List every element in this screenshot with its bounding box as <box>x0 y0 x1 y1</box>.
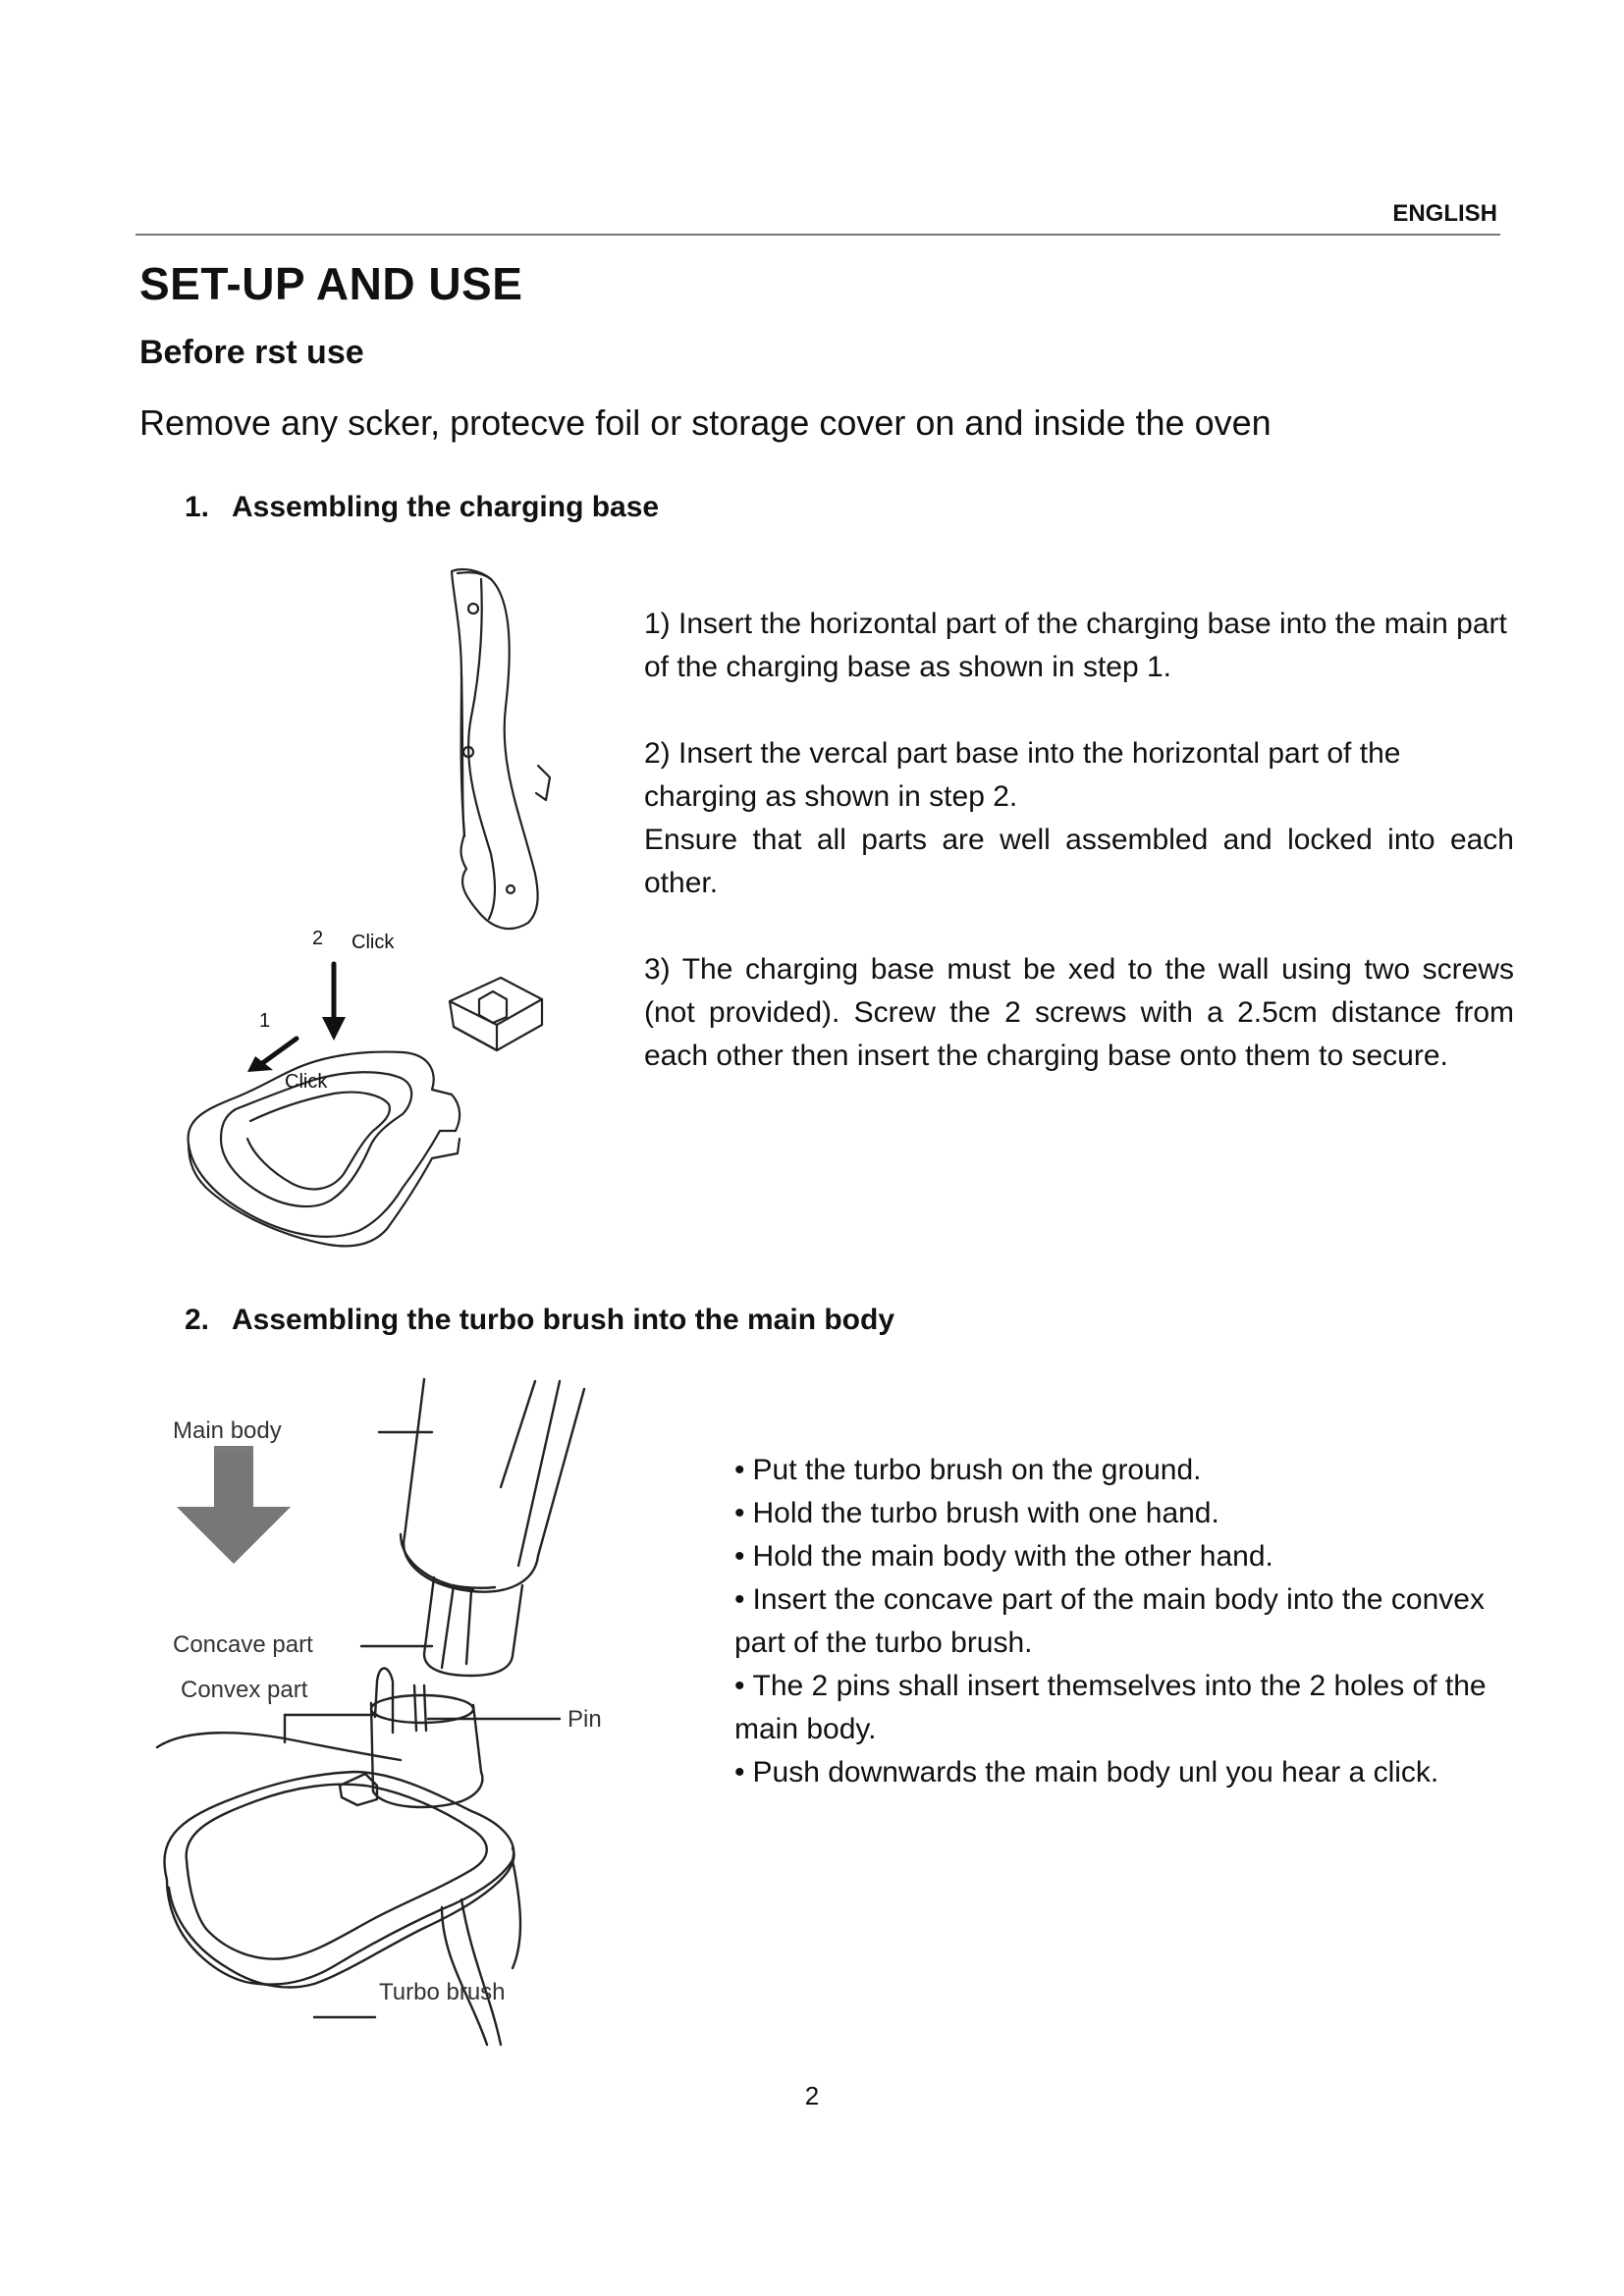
turbo-brush-illustration <box>147 1369 717 2047</box>
bullet-item: • Hold the main body with the other hand. <box>734 1540 1273 1573</box>
bullet-item: • Insert the concave part of the main body into the convex part of the turbo brush. <box>734 1583 1485 1659</box>
page-title: SET-UP AND USE <box>139 258 523 309</box>
charging-base-illustration <box>167 560 638 1266</box>
section1-heading <box>185 491 659 524</box>
bullet-item: • Put the turbo brush on the ground. <box>734 1454 1202 1486</box>
label-turbo-brush: Turbo brush <box>379 1979 506 2005</box>
label-main-body: Main body <box>173 1417 282 1444</box>
click-label-bottom: Click <box>285 1071 328 1093</box>
language-label: ENGLISH <box>1392 200 1497 227</box>
bullet-item: • Hold the turbo brush with one hand. <box>734 1497 1219 1529</box>
step-3-text: 3) The charging base must be xed to the wall using two screws (not provided). Screw the 2 screws with a 2.5cm distance from each other then insert the charging base onto them to secure. <box>644 953 1514 1072</box>
section-subtitle: Before rst use <box>139 334 364 371</box>
step1-marker: 1 <box>259 1010 271 1032</box>
section1-steps <box>644 603 1514 1121</box>
intro-text: Remove any scker, protecve foil or storage cover on and inside the oven <box>139 402 1272 443</box>
page-number: 2 <box>804 2081 820 2110</box>
bullet-item: • Push downwards the main body unl you hear a click. <box>734 1756 1439 1789</box>
step-2-note: Ensure that all parts are well assembled and locked into each other. <box>644 824 1514 899</box>
main-body-outline <box>404 1379 584 1592</box>
section2-number: 2. <box>185 1304 210 1336</box>
click-label-top: Click <box>352 932 395 953</box>
label-pin: Pin <box>568 1706 602 1733</box>
section2-bullets <box>734 1449 1512 1794</box>
section2-heading <box>185 1304 894 1337</box>
step-2-text: 2) Insert the vercal part base into the horizontal part of the charging as shown in step 2. <box>644 737 1401 813</box>
step-1-text: 1) Insert the horizontal part of the charging base into the main part of the charging base as shown in step 1. <box>644 608 1507 683</box>
bullet-item: • The 2 pins shall insert themselves into the 2 holes of the main body. <box>734 1670 1487 1745</box>
section2-title: Assembling the turbo brush into the main body <box>232 1304 895 1336</box>
header-divider <box>135 234 1500 236</box>
brush-head-outline <box>165 1772 514 1985</box>
step2-marker: 2 <box>312 928 324 949</box>
section1-title: Assembling the charging base <box>232 491 660 523</box>
label-concave-part: Concave part <box>173 1631 313 1658</box>
section1-number: 1. <box>185 491 210 523</box>
label-convex-part: Convex part <box>181 1677 308 1703</box>
